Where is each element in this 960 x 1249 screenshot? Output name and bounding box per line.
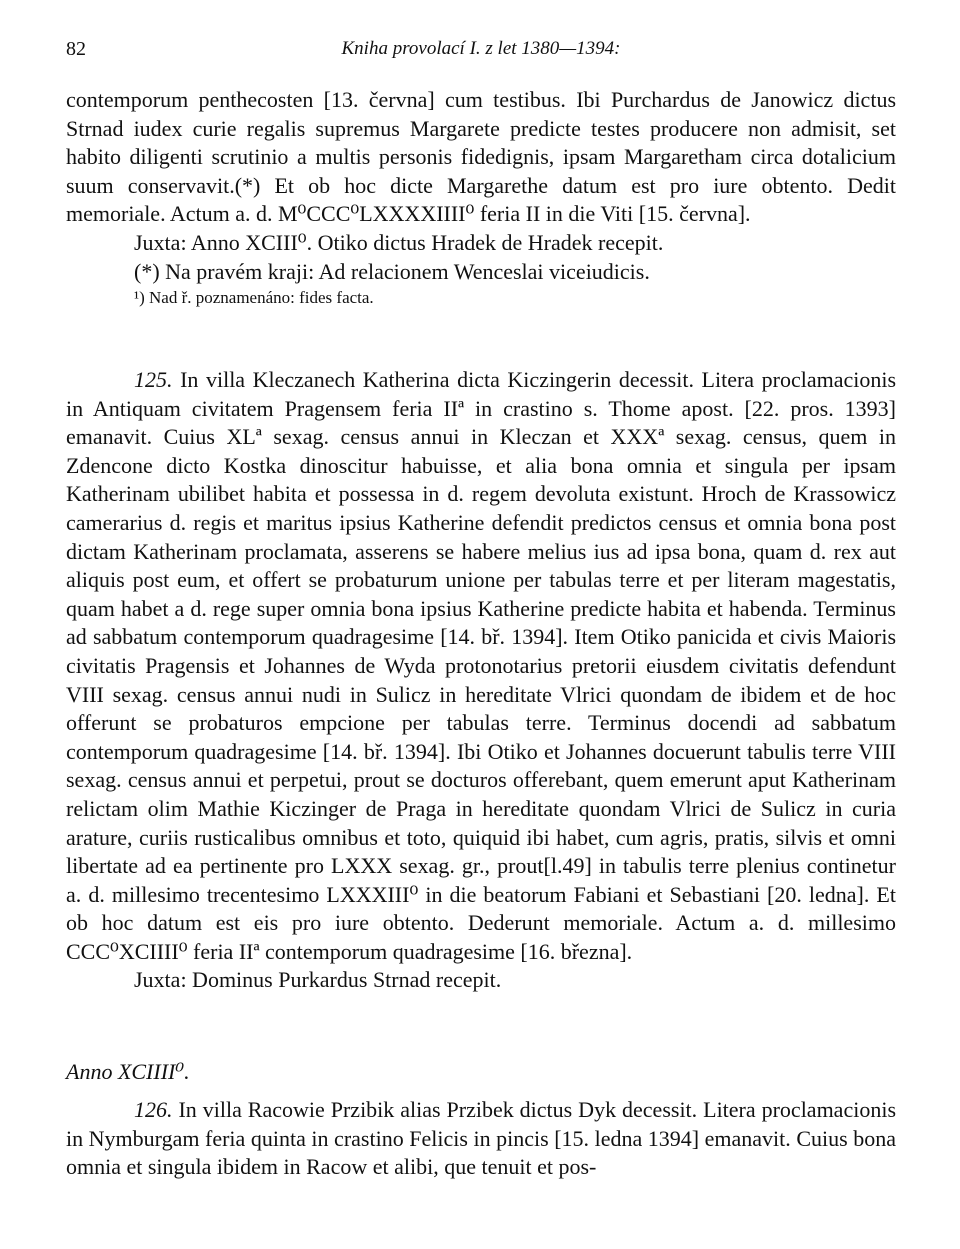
entry-126-paragraph [66, 1096, 896, 1182]
year-heading: Anno XCIIII⁰. [66, 1059, 190, 1084]
year-heading-block [66, 1058, 896, 1087]
page-header [66, 38, 896, 68]
juxta-note: Juxta: Anno XCIII⁰. Otiko dictus Hradek de Hradek recepit. [134, 229, 664, 255]
footnote: ¹) Nad ř. poznamenáno: fides facta. [134, 288, 374, 308]
continued-entry [66, 86, 896, 310]
margin-note: (*) Na pravém kraji: Ad relacionem Wenceslai viceiudicis. [134, 258, 650, 284]
page-number: 82 [66, 38, 86, 60]
entry-text: In villa Kleczanech Katherina dicta Kiczingerin decessit. Litera proclamacionis in Antiquam civitatem Pragensem feria IIª in crastino s. Thome apost. [22. pros. 1393] emanavit. Cuius XLª sexag. census annui in Kleczan et XXXª sexag. census, quem in Zdencone dicto Kostka dinoscitur habuisse, et alia bona omnia et singula per ipsam Katherinam ubilibet habita et possessa in d. regem devoluta existunt. Hroch de Krassowicz camerarius d. regis et maritus ipsius Katherine defendit predictos census et omnia bona post dictam Katherinam proclamata, asserens se habere melius ius ad ipsa bona, quam d. rex aut aliquis post eum, et offert se probaturum unione per tabulas terre et per literam magestatis, quam habet a d. rege super omnia bona ipsius Katherine predicte habita et habenda. Terminus ad sabbatum contemporum quadragesime [14. bř. 1394]. Item Otiko panicida et civis Maioris civitatis Pragensis et Johannes de Wyda protonotarius pretorii eiusdem civitatis defendunt VIII sexag. census annui nudi in Sulicz in hereditate Vlrici quondam de ibidem et de hoc offerunt se probaturos empcione per tabulas terre. Terminus docendi ad sabbatum contemporum quadragesime [14. bř. 1394]. Ibi Otiko et Johannes docuerunt tabulis terre VIII sexag. census annui et perpetui, prout se docturos offerebant, quem emerunt aput Katherinam relictam olim Mathie Kiczinger de Praga in hereditate quondam Vlrici de Sulicz in curia arature, curiis rusticalibus omnibus et toto, quiquid ibi habet, cum agris, pratis, silvis et omni libertate ad ea pertinente pro LXXX sexag. gr., prout[l.49] in tabulis terre plenius continetur a. d. millesimo trecentesimo LXXXIII⁰ in die beatorum Fabiani et Sebastiani [20. ledna]. Et ob hoc datum est eis pro iure obtento. Dederunt memoriale. Actum a. d. millesimo CCC⁰XCIIII⁰ feria IIª contemporum quadragesime [16. března]. [66, 367, 897, 964]
running-title: Kniha provolací I. z let 1380—1394: [341, 38, 621, 59]
entry-126 [66, 1096, 896, 1182]
entry-number: 125. [134, 367, 173, 392]
entry-number: 126. [134, 1097, 173, 1122]
juxta-note: Juxta: Dominus Purkardus Strnad recepit. [134, 967, 502, 993]
continued-entry-text: contemporum penthecosten [13. června] cum testibus. Ibi Purchardus de Janowicz dictus Strnad iudex curie regalis supremus Margarete predicte testes producere non admisit, set habito diligenti scrutinio a multis personis fidedignis, ipsam Margaretham circa dotalicium suum conservavit.(*) Et ob hoc dicte Margarethe datum est pro iure obtento. Dedit memoriale. Actum a. d. M⁰CCC⁰LXXXXIIII⁰ feria II in die Viti [15. června]. [66, 87, 896, 227]
entry-125-paragraph [66, 366, 896, 966]
entry-text: In villa Racowie Przibik alias Przibek dictus Dyk decessit. Litera proclamacionis in Nymburgam feria quinta in crastino Felicis in pincis [15. ledna 1394] emanavit. Cuius bona omnia et singula ibidem in Racow et alibi, que tenuit et pos- [66, 1097, 897, 1180]
entry-125 [66, 366, 896, 995]
